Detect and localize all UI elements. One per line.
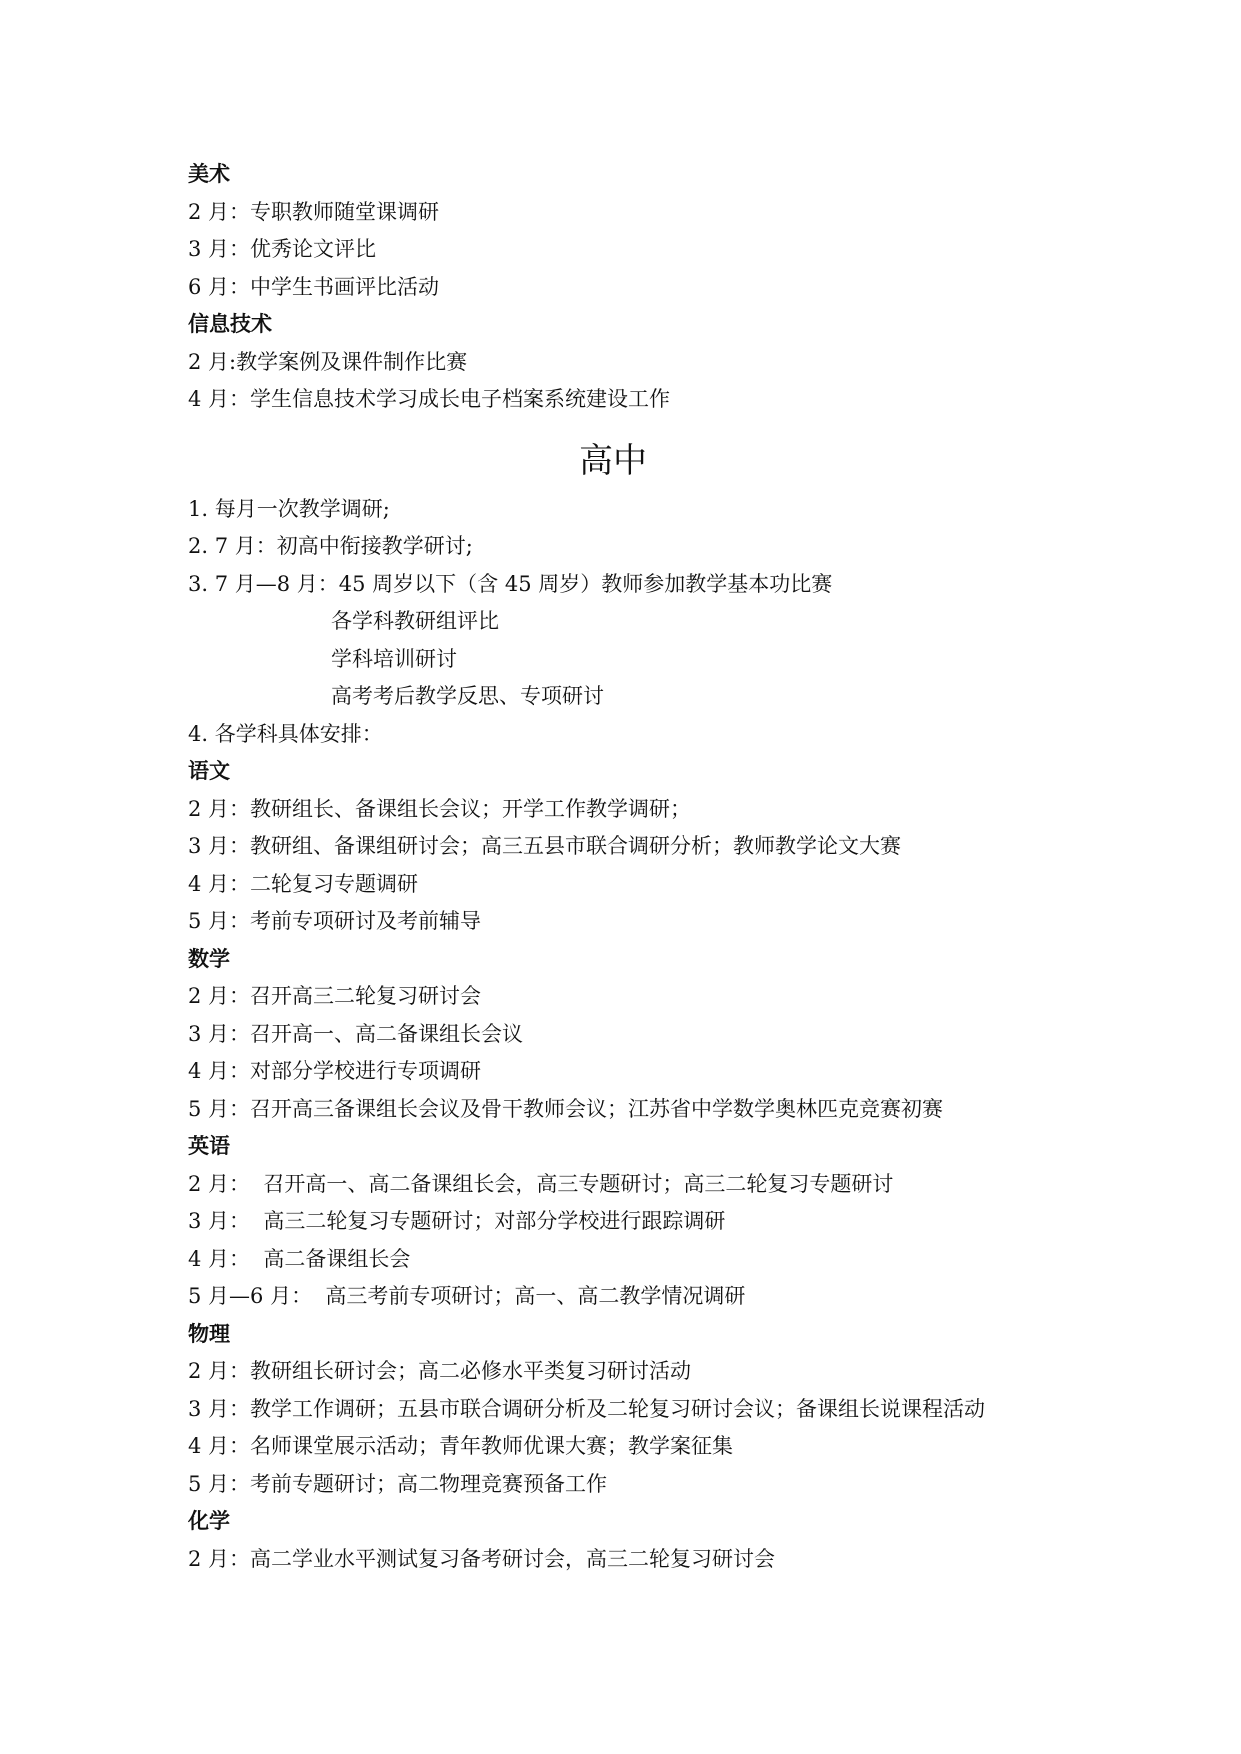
general-item: 2. 7 月：初高中衔接教学研讨;: [188, 534, 473, 558]
subject-heading-chinese: 语文: [188, 759, 230, 783]
subjects-intro: 4. 各学科具体安排：: [188, 721, 383, 746]
subject-heading-chemistry: 化学: [188, 1509, 230, 1533]
physics-item: 5 月：考前专题研讨；高二物理竞赛预备工作: [188, 1471, 608, 1496]
general-item: 1. 每月一次教学调研;: [188, 496, 390, 521]
math-item: 5 月：召开高三备课组长会议及骨干教师会议；江苏省中学数学奥林匹克竞赛初赛: [188, 1096, 944, 1121]
subject-heading-it: 信息技术: [188, 312, 272, 336]
subject-heading-art: 美术: [188, 162, 230, 186]
it-item: 4 月：学生信息技术学习成长电子档案系统建设工作: [188, 387, 671, 411]
chinese-item: 3 月：教研组、备课组研讨会；高三五县市联合调研分析；教师教学论文大赛: [188, 834, 902, 858]
english-item: 4 月： 高二备课组长会: [188, 1246, 411, 1271]
art-item: 2 月：专职教师随堂课调研: [188, 199, 440, 224]
subject-heading-physics: 物理: [188, 1321, 230, 1346]
it-item: 2 月:教学案例及课件制作比赛: [188, 349, 468, 374]
physics-item: 3 月：教学工作调研；五县市联合调研分析及二轮复习研讨会议；备课组长说课程活动: [188, 1396, 986, 1421]
chemistry-item: 2 月：高二学业水平测试复习备考研讨会，高三二轮复习研讨会: [188, 1546, 776, 1571]
chinese-item: 5 月：考前专项研讨及考前辅导: [188, 909, 482, 933]
general-subitem: 学科培训研讨: [331, 646, 457, 671]
math-item: 4 月：对部分学校进行专项调研: [188, 1059, 482, 1083]
art-item: 3 月：优秀论文评比: [188, 237, 377, 261]
physics-item: 4 月：名师课堂展示活动；青年教师优课大赛；教学案征集: [188, 1434, 734, 1458]
section-title-highschool: 高中: [579, 440, 647, 481]
document-page: [188, 156, 1088, 1578]
chinese-item: 4 月：二轮复习专题调研: [188, 871, 419, 896]
physics-item: 2 月：教研组长研讨会；高二必修水平类复习研讨活动: [188, 1359, 692, 1383]
subject-heading-english: 英语: [188, 1134, 230, 1158]
general-subitem: 各学科教研组评比: [331, 609, 499, 633]
general-subitem: 高考考后教学反思、专项研讨: [331, 684, 604, 708]
math-item: 3 月：召开高一、高二备课组长会议: [188, 1021, 524, 1046]
english-item: 2 月： 召开高一、高二备课组长会，高三专题研讨；高三二轮复习专题研讨: [188, 1171, 894, 1196]
subject-heading-math: 数学: [188, 946, 230, 971]
english-item: 5 月—6 月： 高三考前专项研讨；高一、高二教学情况调研: [188, 1284, 746, 1308]
english-item: 3 月： 高三二轮复习专题研讨；对部分学校进行跟踪调研: [188, 1209, 726, 1233]
chinese-item: 2 月：教研组长、备课组长会议；开学工作教学调研；: [188, 796, 692, 821]
general-item: 3. 7 月—8 月：45 周岁以下（含 45 周岁）教师参加教学基本功比赛: [188, 571, 833, 596]
math-item: 2 月：召开高三二轮复习研讨会: [188, 984, 482, 1008]
art-item: 6 月：中学生书画评比活动: [188, 274, 440, 299]
